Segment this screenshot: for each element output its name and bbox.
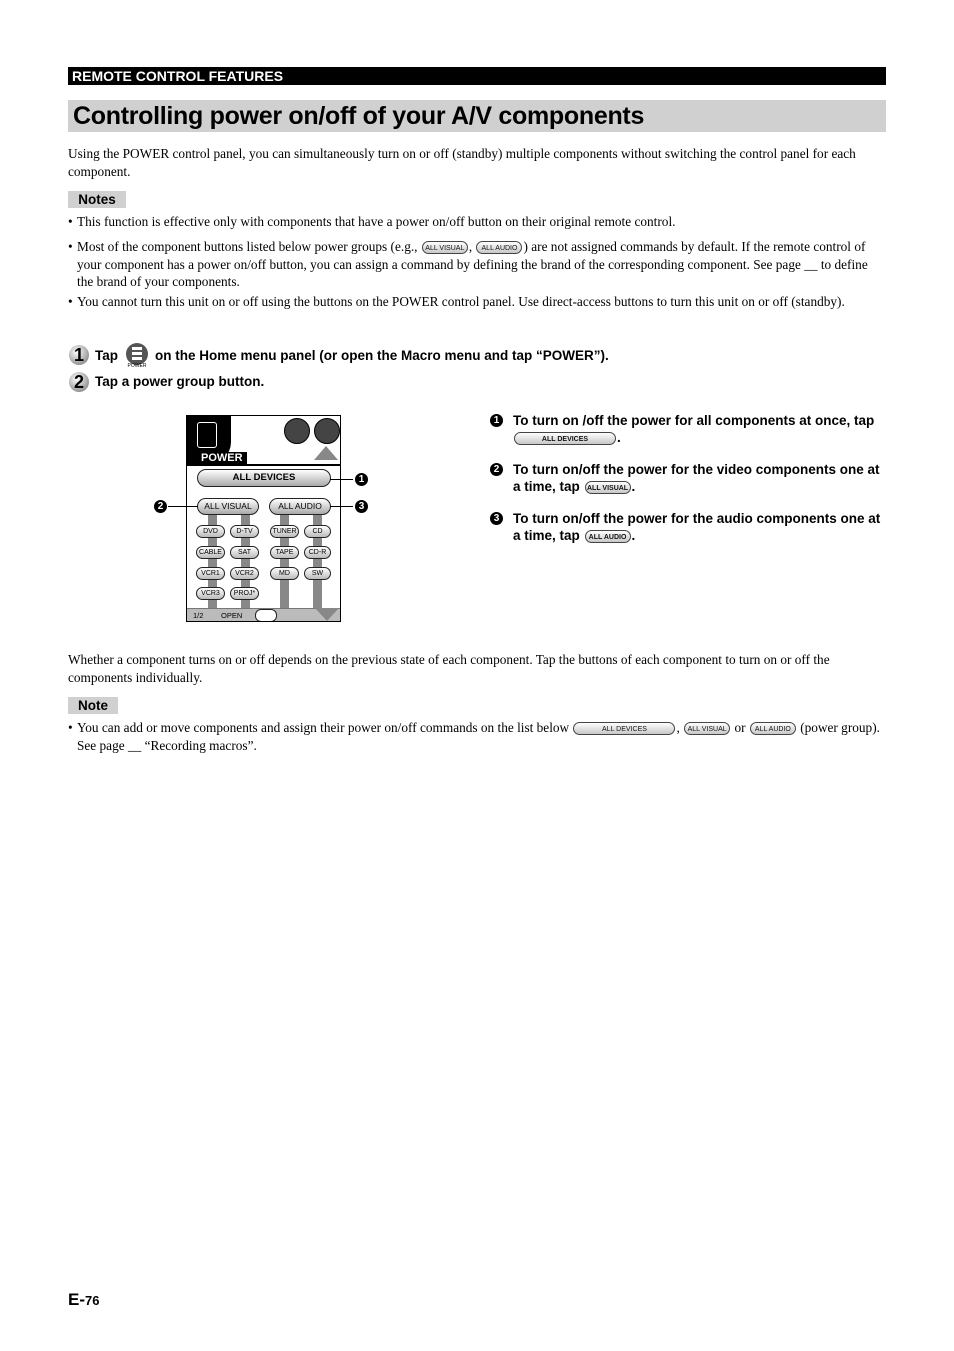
screen-open-label[interactable]: OPEN bbox=[221, 611, 243, 620]
note-item bbox=[68, 719, 886, 754]
scroll-up-icon[interactable] bbox=[314, 446, 338, 460]
bullet: • bbox=[68, 294, 73, 309]
screen-device-button[interactable]: TAPE bbox=[270, 546, 299, 559]
screen-page-indicator: 1/2 bbox=[193, 611, 204, 620]
yamaha-logo-icon[interactable] bbox=[284, 418, 310, 444]
screen-device-button[interactable]: D-TV bbox=[230, 525, 259, 538]
screen-device-button[interactable]: MD bbox=[270, 567, 299, 580]
callout-3: 3 bbox=[355, 500, 368, 513]
note-item-3 bbox=[68, 293, 886, 311]
after-paragraph: Whether a component turns on or off depends on the previous state of each component. Tap the buttons of each component to turn on or off the components individually. bbox=[68, 652, 830, 685]
section-header: REMOTE CONTROL FEATURES bbox=[68, 67, 886, 85]
intro-paragraph: Using the POWER control panel, you can simultaneously turn on or off (standby) multiple components without switching the control panel for each component. bbox=[68, 146, 856, 179]
screen-device-button[interactable]: CABLE bbox=[196, 546, 225, 559]
callout-1: 1 bbox=[355, 473, 368, 486]
screen-header-title: POWER bbox=[187, 452, 247, 465]
note-text: This function is effective only with components that have a power on/off button on their original remote control. bbox=[77, 214, 676, 229]
all-devices-pill: ALL DEVICES bbox=[514, 432, 616, 445]
step-1-number: 1 bbox=[69, 345, 89, 365]
note-text: You can add or move components and assign their power on/off commands on the list below bbox=[77, 720, 570, 735]
description-3-text: To turn on/off the power for the audio components one at a time, tap bbox=[513, 511, 881, 543]
description-2 bbox=[490, 461, 886, 495]
all-audio-pill: ALL AUDIO bbox=[750, 722, 796, 735]
description-3 bbox=[490, 510, 886, 544]
page-number-prefix: E- bbox=[68, 1290, 85, 1309]
remote-icon bbox=[197, 422, 217, 448]
screen-device-button[interactable]: VCR1 bbox=[196, 567, 225, 580]
separator: , bbox=[676, 720, 680, 735]
callout-3-line bbox=[330, 506, 353, 507]
screen-list-icon[interactable] bbox=[255, 609, 277, 622]
description-3-number: 3 bbox=[490, 512, 503, 525]
note-item-2 bbox=[68, 238, 886, 291]
page-title: Controlling power on/off of your A/V components bbox=[68, 100, 886, 132]
page-number bbox=[68, 1290, 99, 1310]
note-text: ) are not assigned commands by default. If the remote control of your component has a power on/off button, you can assign a command by defining the brand of the corresponding component. See page __ to define the brand of your components. bbox=[77, 239, 868, 289]
description-2-number: 2 bbox=[490, 463, 503, 476]
period: . bbox=[631, 528, 636, 543]
step-1-text-b: on the Home menu panel (or open the Macro menu and tap “POWER”). bbox=[155, 348, 609, 363]
header-line bbox=[187, 464, 341, 466]
screen-device-button[interactable]: VCR2 bbox=[230, 567, 259, 580]
bullet: • bbox=[68, 214, 73, 229]
bullet: • bbox=[68, 239, 73, 254]
all-audio-pill: ALL AUDIO bbox=[585, 530, 631, 543]
all-visual-pill: ALL VISUAL bbox=[585, 481, 631, 494]
note-label: Note bbox=[68, 697, 118, 714]
period: . bbox=[617, 430, 621, 445]
all-devices-pill: ALL DEVICES bbox=[573, 722, 675, 735]
step-2-number: 2 bbox=[69, 372, 89, 392]
all-visual-pill: ALL VISUAL bbox=[684, 722, 730, 735]
description-1 bbox=[490, 412, 886, 446]
all-audio-pill: ALL AUDIO bbox=[476, 241, 522, 254]
all-visual-pill: ALL VISUAL bbox=[422, 241, 468, 254]
note-item-1 bbox=[68, 213, 886, 231]
period: . bbox=[631, 479, 636, 494]
screen-all-devices-button[interactable]: ALL DEVICES bbox=[197, 469, 331, 487]
note-text: Most of the component buttons listed below power groups (e.g., bbox=[77, 239, 418, 254]
screen-device-button[interactable]: SAT bbox=[230, 546, 259, 559]
step-2-text: Tap a power group button. bbox=[95, 374, 265, 389]
screen-all-visual-button[interactable]: ALL VISUAL bbox=[197, 498, 259, 515]
callout-1-line bbox=[330, 479, 353, 480]
note-text: You cannot turn this unit on or off using the buttons on the POWER control panel. Use direct-access buttons to turn this unit on or off (standby). bbox=[77, 294, 845, 309]
screen-device-button[interactable]: TUNER bbox=[270, 525, 299, 538]
screen-device-button[interactable]: CD bbox=[304, 525, 331, 538]
scroll-down-icon[interactable] bbox=[315, 608, 339, 621]
separator: , bbox=[468, 239, 473, 254]
notes-label: Notes bbox=[68, 191, 126, 208]
description-2-text: To turn on/off the power for the video components one at a time, tap bbox=[513, 462, 880, 494]
or-text: or bbox=[734, 720, 746, 735]
bullet: • bbox=[68, 720, 73, 735]
note-text: (power group). See page __ “Recording macros”. bbox=[77, 720, 880, 753]
screen-device-button[interactable]: DVD bbox=[196, 525, 225, 538]
screen-device-button[interactable]: CD-R bbox=[304, 546, 331, 559]
screen-device-button[interactable]: VCR3 bbox=[196, 587, 225, 600]
page-number-value: 76 bbox=[85, 1293, 100, 1308]
description-1-text: To turn on /off the power for all components at once, tap bbox=[513, 413, 875, 428]
screen-device-button[interactable]: SW bbox=[304, 567, 331, 580]
callout-2-line bbox=[168, 506, 198, 507]
screen-device-button[interactable]: PROJ* bbox=[230, 587, 259, 600]
power-icon-caption: POWER bbox=[127, 363, 147, 369]
screen-all-audio-button[interactable]: ALL AUDIO bbox=[269, 498, 331, 515]
callout-2: 2 bbox=[154, 500, 167, 513]
power-icon bbox=[124, 342, 150, 370]
menu-icon[interactable] bbox=[314, 418, 340, 444]
step-1-text-a: Tap bbox=[95, 348, 118, 363]
power-panel-screenshot bbox=[186, 415, 341, 622]
description-1-number: 1 bbox=[490, 414, 503, 427]
